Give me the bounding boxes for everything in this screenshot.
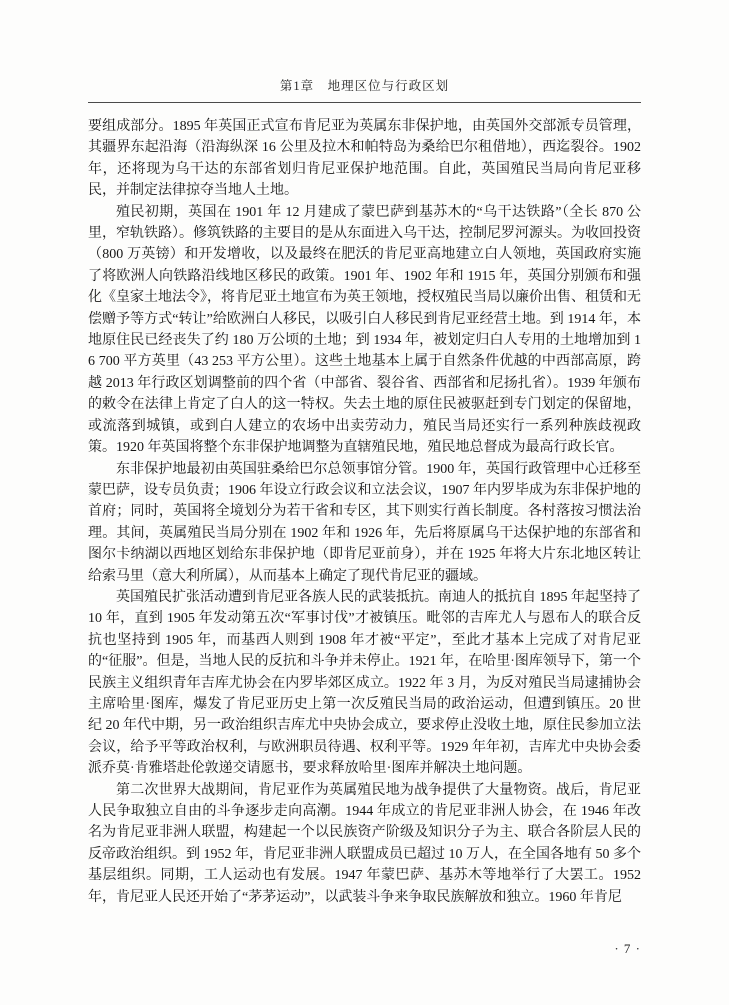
paragraph-continuation: 要组成部分。1895 年英国正式宣布肯尼亚为英属东非保护地，由英国外交部派专员管理，其疆界东起沿海（沿海纵深 16 公里及拉木和帕特岛为桑给巴尔租借地），西迄裂谷。1902 年，还将现为乌干达的东部省划归肯尼亚保护地范围。自此，英国殖民当局向肯尼亚移民，并制定法律掠夺当地人土地。 [88,119,641,199]
chapter-heading: 第1章 地理区位与行政区划 [279,79,450,93]
header-divider [88,102,641,103]
page-body [88,116,641,908]
paragraph: 第二次世界大战期间，肯尼亚作为英属殖民地为战争提供了大量物资。战后，肯尼亚人民争取独立自由的斗争逐步走向高潮。1944 年成立的肯尼亚非洲人协会，在 1946 年改名为肯尼亚非洲人联盟，构建起一个以民族资产阶级及知识分子为主、联合各阶层人民的反帝政治组织。到 1952 年，肯尼亚非洲人联盟成员已超过 10 万人，在全国各地有 50 多个基层组织。同期，工人运动也有发展。1947 年蒙巴萨、基苏木等地举行了大罢工。1952 年，肯尼亚人民还开始了“茅茅运动”，以武装斗争来争取民族解放和独立。1960 年肯尼 [88,782,641,905]
page-footer [614,941,641,957]
paragraph: 殖民初期，英国在 1901 年 12 月建成了蒙巴萨到基苏木的“乌干达铁路”（全长 870 公里，窄轨铁路）。修筑铁路的主要目的是从东面进入乌干达，控制尼罗河源头。为收回投资（800 万英镑）和开发增收，以及最终在肥沃的肯尼亚高地建立白人领地，英国政府实施了将欧洲人向铁路沿线地区移民的政策。1901 年、1902 年和 1915 年，英国分别颁布和强化《皇家土地法令》，将肯尼亚土地宣布为英王领地，授权殖民当局以廉价出售、租赁和无偿赠予等方式“转让”给欧洲白人移民，以吸引白人移民到肯尼亚经营土地。到 1914 年，本地原住民已经丧失了约 180 万公顷的土地；到 1934 年，被划定归白人专用的土地增加到 16 700 平方英里（43 253 平方公里）。这些土地基本上属于自然条件优越的中西部高原，跨越 2013 年行政区划调整前的四个省（中部省、裂谷省、西部省和尼扬扎省）。1939 年颁布的敕令在法律上肯定了白人的这一特权。失去土地的原住民被驱赶到专门划定的保留地，或流落到城镇，或到白人建立的农场中出卖劳动力，殖民当局还实行一系列种族歧视政策。1920 年英国将整个东非保护地调整为直辖殖民地，殖民地总督成为最高行政长官。 [88,204,641,456]
paragraph: 英国殖民扩张活动遭到肯尼亚各族人民的武装抵抗。南迪人的抵抗自 1895 年起坚持了 10 年，直到 1905 年发动第五次“军事讨伐”才被镇压。毗邻的吉库尤人与恩布人的联合反抗也坚持到 1905 年，而基西人则到 1908 年才被“平定”，至此才基本上完成了对肯尼亚的“征服”。但是，当地人民的反抗和斗争并未停止。1921 年，在哈里·图库领导下，第一个民族主义组织青年吉库尤协会在内罗毕郊区成立。1922 年 3 月，为反对殖民当局逮捕协会主席哈里·图库，爆发了肯尼亚历史上第一次反殖民当局的政治运动，但遭到镇压。20 世纪 20 年代中期，另一政治组织吉库尤中央协会成立，要求停止没收土地，原住民参加立法会议，给予平等政治权利，与欧洲职员待遇、权利平等。1929 年年初，吉库尤中央协会委派乔莫·肯雅塔赴伦敦递交请愿书，要求释放哈里·图库并解决土地问题。 [88,589,641,777]
running-header [88,76,641,103]
paragraph: 东非保护地最初由英国驻桑给巴尔总领事馆分管。1900 年，英国行政管理中心迁移至蒙巴萨，设专员负责；1906 年设立行政会议和立法会议，1907 年内罗毕成为东非保护地的首府；同时，英国将全境划分为若干省和专区，其下则实行酋长制度。各村落按习惯法治理。其间，英属殖民当局分别在 1902 年和 1926 年，先后将原属乌干达保护地的东部省和图尔卡纳湖以西地区划给东非保护地（即肯尼亚前身），并在 1925 年将大片东北地区转让给索马里（意大利所属），从而基本上确定了现代肯尼亚的疆域。 [88,461,641,584]
page-content [88,76,641,908]
page-number: · 7 · [614,941,641,956]
